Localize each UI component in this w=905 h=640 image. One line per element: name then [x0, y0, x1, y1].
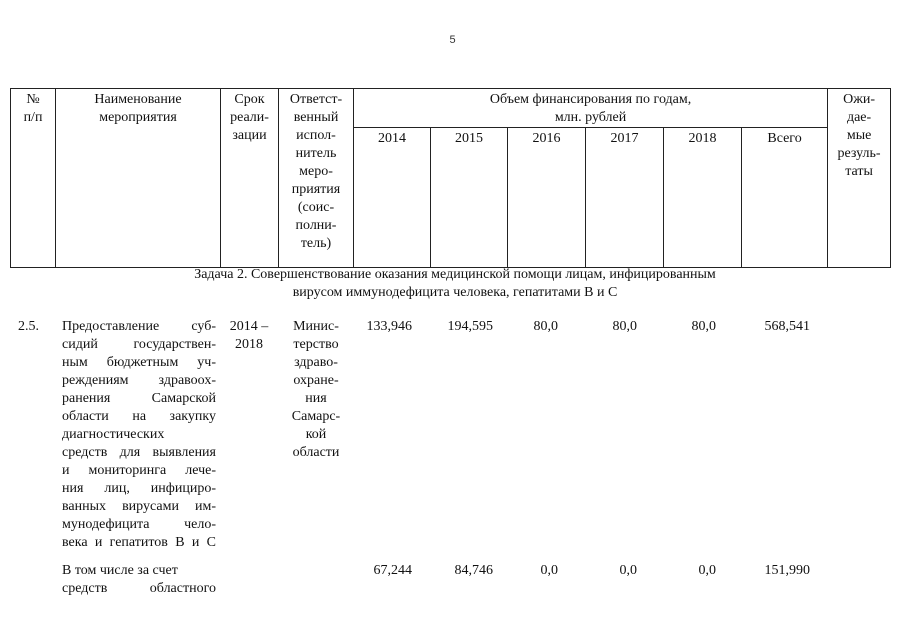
header-year-total: Всего — [742, 128, 828, 268]
task-title: Задача 2. Совершенствование оказания медицинской помощи лицам, инфицированным вирусом иммунодефицита человека, гепатитами В и С — [194, 267, 716, 300]
subrow-name: В том числе за счет средств областного — [62, 563, 216, 596]
subrow-value-2018: 0,0 — [698, 563, 716, 578]
row-value-2014: 133,946 — [366, 319, 412, 334]
subrow-value-2016: 0,0 — [540, 563, 558, 578]
header-year-2017: 2017 — [586, 128, 664, 268]
subrow-value-2015: 84,746 — [454, 563, 493, 578]
header-executor: Ответст- венный испол- нитель меро- приятия (соис- полни- тель) — [279, 89, 354, 268]
row-value-2017: 80,0 — [612, 319, 637, 334]
row-executor: Минис- терство здраво- охране- ния Самарс- кой области — [291, 319, 341, 460]
subrow-value-total: 151,990 — [764, 563, 810, 578]
page-number: 5 — [449, 34, 456, 46]
header-year-2014: 2014 — [354, 128, 431, 268]
row-value-2018: 80,0 — [691, 319, 716, 334]
header-table — [10, 88, 891, 268]
row-term: 2014 – 2018 — [229, 319, 269, 352]
header-year-2018: 2018 — [664, 128, 742, 268]
subrow-value-2017: 0,0 — [619, 563, 637, 578]
row-value-2015: 194,595 — [447, 319, 493, 334]
row-value-total: 568,541 — [764, 319, 810, 334]
header-term: Срок реали- зации — [221, 89, 279, 268]
header-num: № п/п — [11, 89, 56, 268]
header-name: Наименование мероприятия — [56, 89, 221, 268]
header-financing: Объем финансирования по годам, млн. рублей — [354, 89, 828, 128]
row-value-2016: 80,0 — [533, 319, 558, 334]
header-year-2016: 2016 — [508, 128, 586, 268]
row-name: Предоставление суб- сидий государствен- ным бюджетным уч- реждениям здравоох- ранения Самарской области на закупку диагностических средств для выявления и мониторинга лече- ния лиц, инфициро- ванных вирусами им- мунодефицита чело- века и гепатитов В и С — [62, 319, 216, 550]
header-year-2015: 2015 — [431, 128, 508, 268]
header-result: Ожи- дае- мые резуль- таты — [828, 89, 891, 268]
row-number: 2.5. — [18, 319, 39, 334]
subrow-value-2014: 67,244 — [373, 563, 412, 578]
